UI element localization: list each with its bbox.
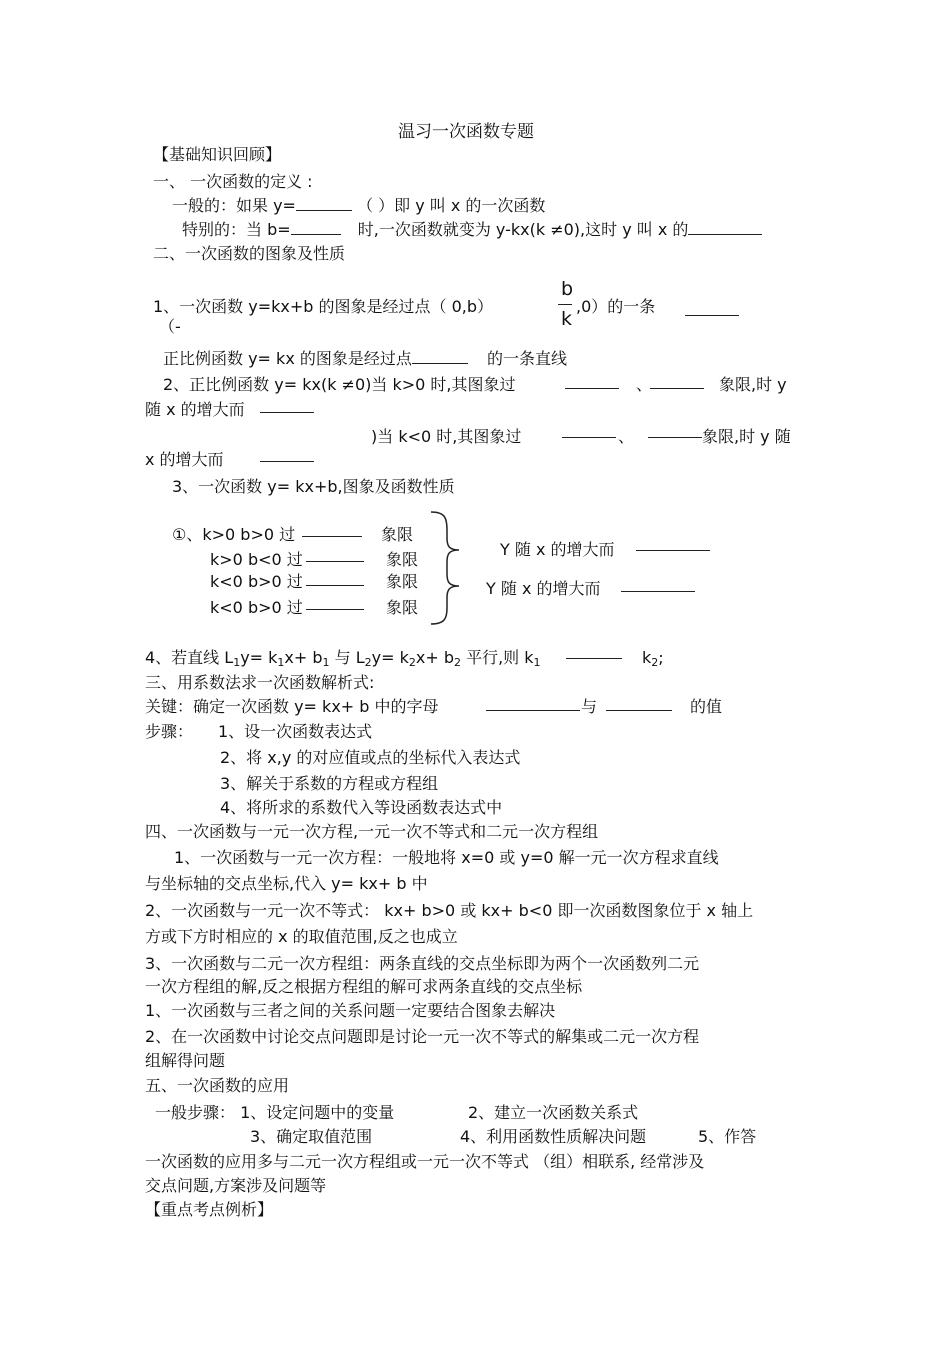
s2-item1-a: 1、一次函数 y=kx+b 的图象是经过点（ 0,b） (153, 297, 494, 316)
s3-steps-label: 步骤： (145, 722, 194, 741)
blank-line (486, 710, 580, 711)
blank-line (606, 710, 672, 711)
s5-app-b: 交点问题,方案涉及问题等 (145, 1176, 327, 1195)
s5-steps-d: 4、利用函数性质解决问题 (460, 1127, 647, 1146)
s2-item2-sep: 、 (636, 375, 653, 394)
case-4-cond: k<0 b>0 过 (210, 598, 303, 617)
item4-a: 4、若直线 L (145, 648, 234, 667)
s3-heading: 三、用系数法求一次函数解析式: (145, 673, 375, 692)
sub: 1 (277, 656, 285, 669)
blank-line (636, 550, 710, 551)
s2-item2-d: )当 k<0 时,其图象过 (371, 427, 522, 446)
blank-line (260, 412, 314, 413)
curly-brace-icon (425, 508, 465, 628)
item4-d: 与 L (329, 648, 365, 667)
s3-step4: 4、将所求的系数代入等设函数表达式中 (220, 798, 503, 817)
blank-line (621, 591, 695, 592)
item4-c: x+ b (284, 648, 323, 667)
s2-item3: 3、一次函数 y= kx+b,图象及函数性质 (172, 477, 455, 496)
s2-item2-e: 、 (618, 427, 635, 446)
sub: 1 (533, 656, 541, 669)
blank-line (650, 388, 704, 389)
s5-steps-b: 2、建立一次函数关系式 (468, 1103, 639, 1122)
prop-line-b: 的一条直线 (486, 349, 567, 368)
blank (296, 196, 352, 211)
prop-line (163, 349, 567, 369)
case-1-cond: ①、k>0 b>0 过 (172, 525, 296, 544)
item4-b: y= k (240, 648, 278, 667)
sub: 1 (322, 656, 330, 669)
blank (291, 220, 341, 235)
brace1-text: Y 随 x 的增大而 (500, 540, 615, 559)
blank-line (565, 388, 619, 389)
s5-app-a: 一次函数的应用多与二元一次方程组或一元一次不等式 （组）相联系, 经常涉及 (145, 1152, 705, 1171)
blank-line (685, 315, 739, 316)
blank-line (306, 609, 364, 610)
case-2-suffix: 象限 (386, 550, 419, 569)
blank (412, 349, 468, 364)
item4-h: k (642, 648, 652, 667)
s4-heading: 四、一次函数与一元一次方程,一元一次不等式和二元一次方程组 (145, 822, 599, 841)
s2-heading: 二、一次函数的图象及性质 (153, 244, 346, 263)
s2-item2-a: 2、正比例函数 y= kx(k ≠0)当 k>0 时,其图象过 (163, 375, 516, 394)
s4-p1-b: 与坐标轴的交点坐标,代入 y= kx+ b 中 (145, 874, 428, 893)
case-3-suffix: 象限 (386, 572, 419, 591)
s2-item2-b: 象限,时 y (719, 375, 787, 394)
brace2-text: Y 随 x 的增大而 (486, 579, 601, 598)
sub: 2 (651, 656, 659, 669)
sub: 2 (454, 656, 461, 669)
s2-item4 (145, 648, 541, 673)
s3-step2: 2、将 x,y 的对应值或点的坐标代入表达式 (220, 748, 521, 767)
s5-steps-a: 一般步骤： 1、设定问题中的变量 (155, 1103, 395, 1122)
s4-p2-a: 2、一次函数与一元一次不等式： kx+ b>0 或 kx+ b<0 即一次函数图象位于 x 轴上 (145, 901, 754, 920)
s1-line1 (172, 196, 545, 216)
blank-line (648, 437, 702, 438)
s5-steps-c: 3、确定取值范围 (250, 1127, 373, 1146)
s5-heading: 五、一次函数的应用 (145, 1076, 290, 1095)
blank-line (302, 536, 362, 537)
s1-line2-a: 特别的：当 b= (182, 220, 291, 239)
fraction-numerator: b (561, 278, 574, 300)
s4-n1: 1、一次函数与三者之间的关系问题一定要结合图象去解决 (145, 1001, 556, 1020)
item4-i: ; (658, 648, 664, 667)
case-1-suffix: 象限 (381, 525, 414, 544)
s4-p3-a: 3、一次函数与二元一次方程组：两条直线的交点坐标即为两个一次函数列二元 (145, 954, 700, 973)
blank-line (306, 561, 364, 562)
item4-tail (642, 648, 664, 673)
page-title: 温习一次函数专题 (398, 122, 534, 142)
s4-p2-b: 方或下方时相应的 x 的取值范围,反之也成立 (145, 927, 458, 946)
s3-key-b: 与 (581, 697, 598, 716)
item4-f: x+ b (415, 648, 454, 667)
s1-heading: 一、 一次函数的定义 : (153, 172, 313, 191)
blank-line (566, 658, 622, 659)
fraction-denominator: k (561, 308, 573, 330)
s4-n2-b: 组解得问题 (145, 1051, 226, 1070)
case-3-cond: k<0 b>0 过 (210, 572, 303, 591)
s4-p1-a: 1、一次函数与一元一次方程：一般地将 x=0 或 y=0 解一元一次方程求直线 (174, 848, 719, 867)
s2-item2-f: 象限,时 y 随 (702, 427, 791, 446)
examples-header: 【重点考点例析】 (145, 1200, 274, 1219)
sub: 2 (364, 656, 372, 669)
s4-p3-b: 一次方程组的解,反之根据方程组的解可求两条直线的交点坐标 (145, 977, 583, 996)
s3-key-a: 关键：确定一次函数 y= kx+ b 中的字母 (145, 697, 439, 716)
fraction-bar (558, 304, 572, 305)
s1-line1-b: （ ）即 y 叫 x 的一次函数 (357, 196, 546, 215)
sub: 2 (408, 656, 416, 669)
s2-item1-paren: （- (159, 317, 181, 336)
s2-item2-c: 随 x 的增大而 (145, 400, 245, 419)
prop-line-a: 正比例函数 y= kx 的图象是经过点 (163, 349, 412, 368)
item4-e: y= k (371, 648, 409, 667)
s3-step3: 3、解关于系数的方程或方程组 (220, 774, 439, 793)
s1-line2 (182, 220, 762, 240)
blank-line (562, 437, 616, 438)
blank-line (306, 585, 364, 586)
s5-steps-e: 5、作答 (698, 1127, 757, 1146)
s4-n2-a: 2、在一次函数中讨论交点问题即是讨论一元一次不等式的解集或二元一次方程 (145, 1027, 700, 1046)
s3-key-c: 的值 (690, 697, 723, 716)
blank (688, 220, 762, 235)
sub: 1 (233, 656, 241, 669)
item4-g: 平行,则 k (461, 648, 534, 667)
blank-line (260, 461, 314, 462)
s1-line1-a: 一般的：如果 y= (172, 196, 296, 215)
s1-line2-b: 时,一次函数就变为 y-kx(k ≠0),这时 y 叫 x 的 (357, 220, 689, 239)
review-header: 【基础知识回顾】 (153, 145, 282, 164)
case-2-cond: k>0 b<0 过 (210, 550, 303, 569)
s2-item1-b: ,0）的一条 (576, 297, 656, 316)
s3-step1: 1、设一次函数表达式 (218, 722, 373, 741)
case-4-suffix: 象限 (386, 598, 419, 617)
s2-item2-g: x 的增大而 (145, 450, 224, 469)
